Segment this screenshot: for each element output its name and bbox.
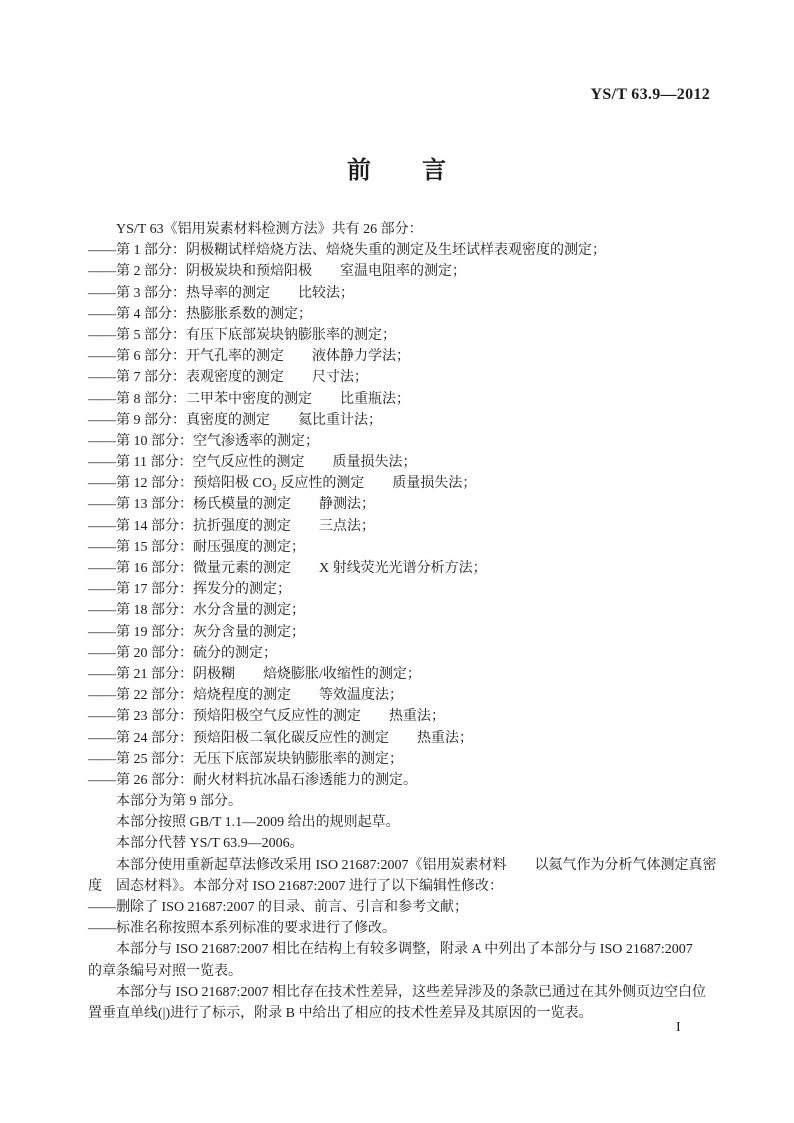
text-line: ——第 19 部分：灰分含量的测定；	[88, 624, 305, 640]
text-line: ——第 21 部分：阴极糊 焙烧膨胀/收缩性的测定；	[88, 666, 421, 682]
text-line: ——第 9 部分：真密度的测定 氦比重计法；	[88, 412, 382, 428]
text-line: 本部分代替 YS/T 63.9—2006。	[116, 836, 304, 852]
text-line: 本部分与 ISO 21687:2007 相比在结构上有较多调整，附录 A 中列出了本部分与 ISO 21687:2007	[116, 942, 693, 958]
text-line: 本部分按照 GB/T 1.1—2009 给出的规则起草。	[116, 815, 400, 831]
standard-code: YS/T 63.9—2012	[590, 86, 710, 103]
text-line: ——第 18 部分：水分含量的测定；	[88, 603, 305, 619]
text-line: ——第 25 部分：无压下底部炭块钠膨胀率的测定；	[88, 751, 403, 767]
text-line: ——第 26 部分：耐火材料抗冰晶石渗透能力的测定。	[88, 772, 417, 788]
text-line: ——第 22 部分：焙烧程度的测定 等效温度法；	[88, 688, 403, 704]
text-line: 本部分为第 9 部分。	[116, 794, 242, 810]
text-line: ——第 4 部分：热膨胀系数的测定；	[88, 306, 312, 322]
text-line: ——第 24 部分：预焙阳极二氧化碳反应性的测定 热重法；	[88, 730, 473, 746]
text-line: ——第 13 部分：杨氏模量的测定 静测法；	[88, 497, 375, 513]
text-line: ——第 11 部分：空气反应性的测定 质量损失法；	[88, 455, 417, 471]
text-line: ——第 10 部分：空气渗透率的测定；	[88, 433, 319, 449]
text-line: ——第 12 部分：预焙阳极 CO₂ 反应性的测定 质量损失法；	[88, 476, 477, 492]
text-line: ——第 6 部分：开气孔率的测定 液体静力学法；	[88, 349, 410, 365]
text-line: ——第 23 部分：预焙阳极空气反应性的测定 热重法；	[88, 709, 445, 725]
text-line: ——第 2 部分：阴极炭块和预焙阳极 室温电阻率的测定；	[88, 264, 466, 280]
text-line: ——第 15 部分：耐压强度的测定；	[88, 539, 305, 555]
text-line: 置垂直单线(|)进行了标示，附录 B 中给出了相应的技术性差异及其原因的一览表。	[88, 1005, 593, 1021]
text-line: ——第 8 部分：二甲苯中密度的测定 比重瓶法；	[88, 391, 410, 407]
text-line: 度 固态材料》。本部分对 ISO 21687:2007 进行了以下编辑性修改：	[88, 878, 503, 894]
text-line: ——第 14 部分：抗折强度的测定 三点法；	[88, 518, 375, 534]
text-line: ——标准名称按照本系列标准的要求进行了修改。	[88, 921, 396, 937]
page-title: 前 言	[347, 157, 447, 184]
text-line: ——第 20 部分：硫分的测定；	[88, 645, 277, 661]
text-line: ——第 7 部分：表观密度的测定 尺寸法；	[88, 370, 368, 386]
body-text	[88, 219, 717, 1024]
text-line: 本部分与 ISO 21687:2007 相比存在技术性差异，这些差异涉及的条款已通过在其外侧页边空白位	[116, 984, 706, 1000]
page-number: I	[676, 1020, 681, 1035]
text-line: ——删除了 ISO 21687:2007 的目录、前言、引言和参考文献；	[88, 900, 468, 915]
text-line: ——第 1 部分：阴极糊试样焙烧方法、焙烧失重的测定及生坯试样表观密度的测定；	[88, 243, 606, 259]
text-line: 的章条编号对照一览表。	[88, 963, 242, 979]
text-line: YS/T 63《铝用炭素材料检测方法》共有 26 部分：	[116, 222, 423, 237]
text-line: ——第 17 部分：挥发分的测定；	[88, 582, 291, 598]
text-line: ——第 5 部分：有压下底部炭块钠膨胀率的测定；	[88, 327, 396, 343]
text-line: ——第 16 部分：微量元素的测定 X 射线荧光光谱分析方法；	[88, 561, 487, 576]
text-line: 本部分使用重新起草法修改采用 ISO 21687:2007《铝用炭素材料 以氦气作为分析气体测定真密	[116, 857, 717, 873]
text-line: ——第 3 部分：热导率的测定 比较法；	[88, 285, 354, 301]
